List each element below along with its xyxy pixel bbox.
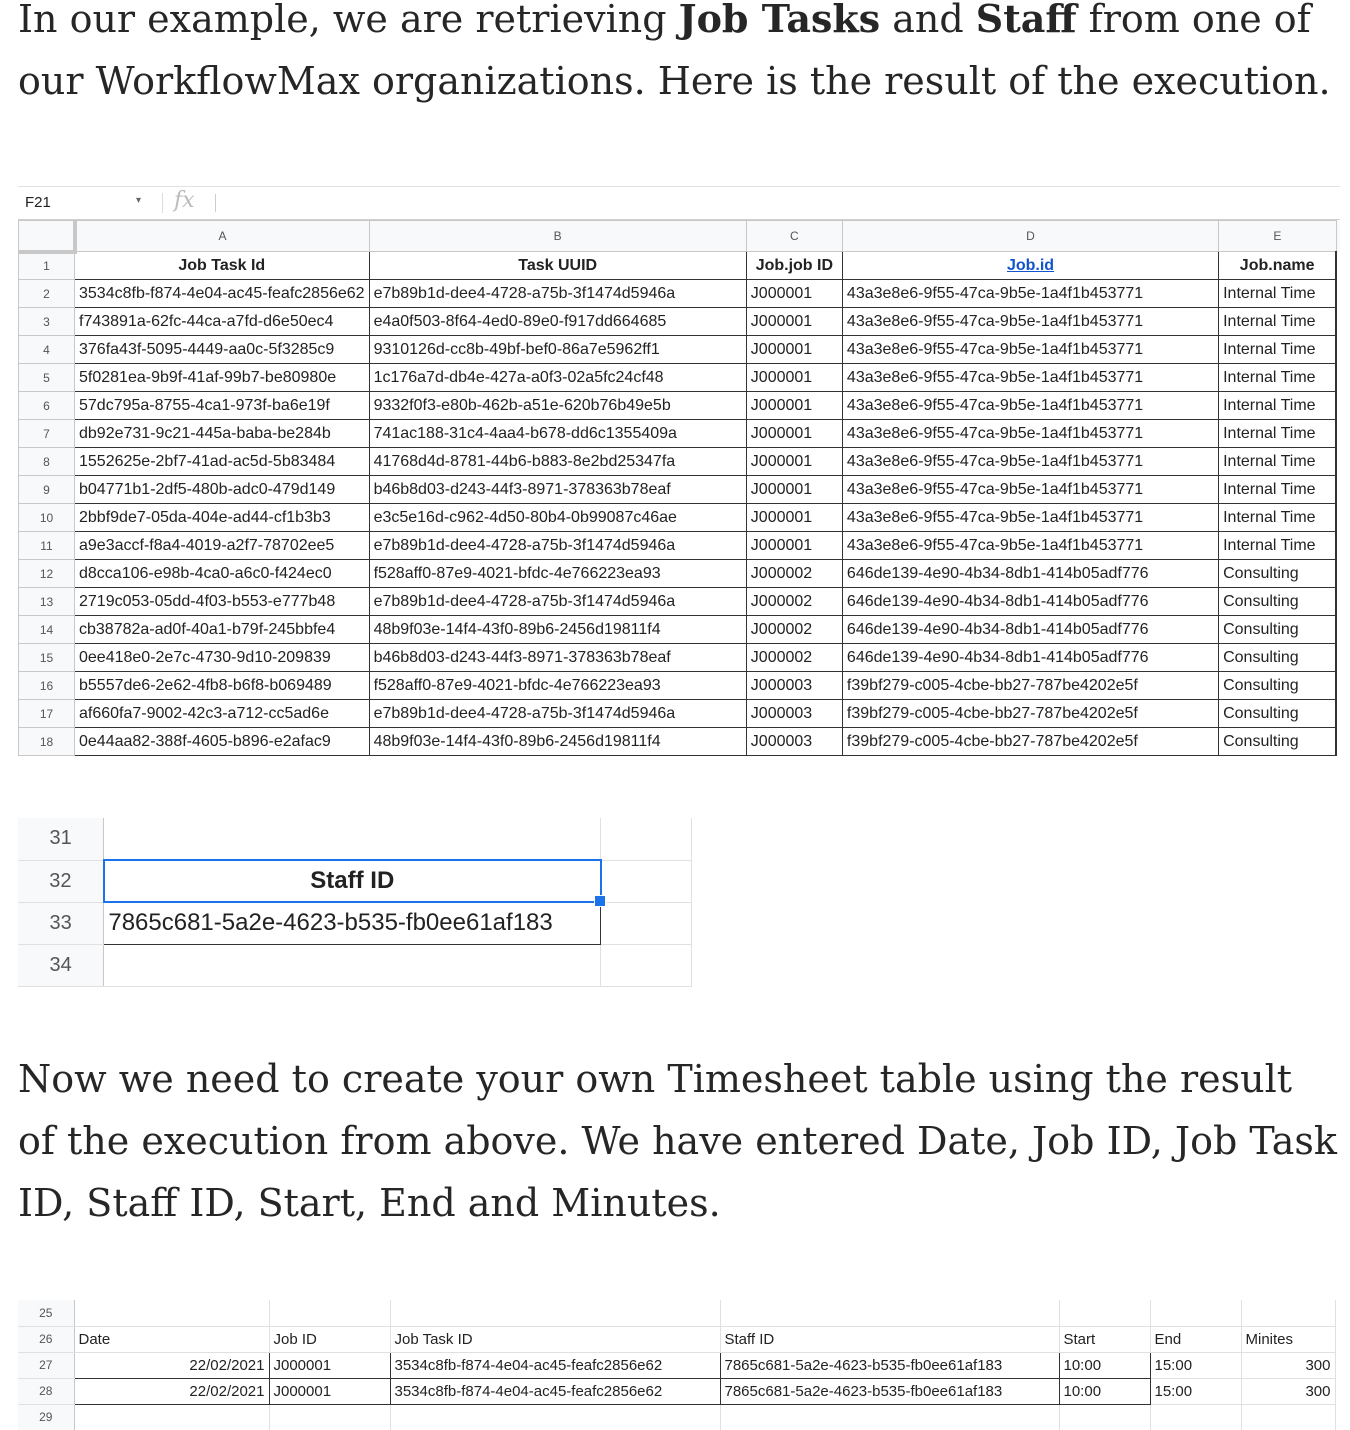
column-edge [1336,308,1340,336]
job-uuid-cell[interactable]: 43a3e8e6-9f55-47ca-9b5e-1a4f1b453771 [842,532,1218,560]
job-task-id-cell[interactable]: f743891a-62fc-44ca-a7fd-d6e50ec4 [75,308,370,336]
column-edge [1336,616,1340,644]
job-uuid-cell[interactable]: 646de139-4e90-4b34-8db1-414b05adf776 [842,616,1218,644]
column-header-e[interactable]: E [1219,221,1337,252]
job-code-cell[interactable]: J000002 [746,616,842,644]
table-row [18,1352,1335,1378]
job-tasks-spreadsheet [18,186,1340,778]
cell[interactable] [1150,1300,1241,1326]
row-number[interactable]: 5 [19,364,75,392]
job-code-cell[interactable]: J000002 [746,644,842,672]
cell[interactable] [601,944,692,986]
job-task-id-cell[interactable]: af660fa7-9002-42c3-a712-cc5ad6e [75,700,370,728]
row-number[interactable]: 31 [18,818,104,860]
table-row [19,280,1341,308]
cell[interactable] [269,1300,390,1326]
row-number[interactable]: 28 [18,1378,74,1404]
job-name-cell[interactable]: Internal Time [1219,364,1337,392]
column-edge [1336,280,1340,308]
row-number[interactable]: 12 [19,560,75,588]
intro-text-end: from one of our WorkflowMax organizations. Here is the result of the execution. [18,0,1331,103]
row-number[interactable]: 11 [19,532,75,560]
job-name-cell[interactable]: Internal Time [1219,392,1337,420]
column-edge [1336,336,1340,364]
start-cell[interactable]: 10:00 [1059,1378,1150,1404]
row-number[interactable]: 18 [19,728,75,756]
column-edge [1336,560,1340,588]
header-job-id-link[interactable]: Job.id [842,252,1218,280]
select-all-corner[interactable] [19,221,75,252]
job-uuid-cell[interactable]: 43a3e8e6-9f55-47ca-9b5e-1a4f1b453771 [842,392,1218,420]
staff-id-header: Staff ID [310,867,395,894]
job-task-id-cell[interactable]: 5f0281ea-9b9f-41af-99b7-be80980e [75,364,370,392]
table-row [18,902,692,944]
selected-cell-staff-id[interactable] [104,860,601,902]
row-number[interactable]: 25 [18,1300,74,1326]
job-task-id-cell[interactable]: 376fa43f-5095-4449-aa0c-5f3285c9 [75,336,370,364]
task-uuid-cell[interactable]: f528aff0-87e9-4021-bfdc-4e766223ea93 [369,560,746,588]
job-uuid-cell[interactable]: 43a3e8e6-9f55-47ca-9b5e-1a4f1b453771 [842,280,1218,308]
header-date[interactable]: Date [74,1326,269,1352]
job-code-cell[interactable]: J000001 [746,280,842,308]
staff-id-value[interactable]: 7865c681-5a2e-4623-b535-fb0ee61af183 [104,902,601,944]
table-row [18,944,692,986]
cell[interactable] [720,1300,1059,1326]
job-task-id-cell[interactable]: a9e3accf-f8a4-4019-a2f7-78702ee5 [75,532,370,560]
job-code-cell[interactable]: J000002 [746,588,842,616]
timesheet-header-row [18,1326,1335,1352]
cell[interactable] [104,818,601,860]
header-minutes[interactable]: Minites [1241,1326,1335,1352]
start-cell[interactable]: 10:00 [1059,1352,1150,1378]
staff-grid [18,818,692,987]
task-uuid-cell[interactable]: 9332f0f3-e80b-462b-a51e-620b76b49e5b [369,392,746,420]
task-uuid-cell[interactable]: e7b89b1d-dee4-4728-a75b-3f1474d5946a [369,588,746,616]
job-code-cell[interactable]: J000002 [746,560,842,588]
task-uuid-cell[interactable]: f528aff0-87e9-4021-bfdc-4e766223ea93 [369,672,746,700]
table-row [18,818,692,860]
job-name-cell[interactable]: Internal Time [1219,336,1337,364]
intro-bold-job-tasks: Job Tasks [678,0,881,41]
column-header-a[interactable]: A [75,221,370,252]
job-task-id-cell[interactable]: b04771b1-2df5-480b-adc0-479d149 [75,476,370,504]
row-number[interactable]: 34 [18,944,104,986]
row-number[interactable]: 27 [18,1352,74,1378]
job-task-id-cell[interactable]: cb38782a-ad0f-40a1-b79f-245bbfe4 [75,616,370,644]
job-name-cell[interactable]: Consulting [1219,672,1337,700]
table-row [19,504,1341,532]
table-row [18,1300,1335,1326]
cell[interactable] [1059,1404,1150,1430]
job-task-id-cell[interactable]: 3534c8fb-f874-4e04-ac45-feafc2856e62 [390,1378,720,1404]
row-number[interactable]: 32 [18,860,104,902]
job-uuid-cell[interactable]: 646de139-4e90-4b34-8db1-414b05adf776 [842,644,1218,672]
job-uuid-cell[interactable]: f39bf279-c005-4cbe-bb27-787be4202e5f [842,700,1218,728]
cell[interactable] [601,860,692,902]
job-name-cell[interactable]: Internal Time [1219,532,1337,560]
header-job-job-id[interactable]: Job.job ID [746,252,842,280]
row-number[interactable]: 7 [19,420,75,448]
job-name-cell[interactable]: Consulting [1219,700,1337,728]
cell[interactable] [601,902,692,944]
job-name-cell[interactable]: Consulting [1219,644,1337,672]
column-edge [1336,252,1340,280]
table-row [19,672,1341,700]
job-name-cell[interactable]: Consulting [1219,588,1337,616]
job-name-cell[interactable]: Consulting [1219,560,1337,588]
column-header-d[interactable]: D [842,221,1218,252]
job-task-id-cell[interactable]: db92e731-9c21-445a-baba-be284b [75,420,370,448]
column-edge [1336,700,1340,728]
job-uuid-cell[interactable]: 43a3e8e6-9f55-47ca-9b5e-1a4f1b453771 [842,448,1218,476]
column-edge [1336,448,1340,476]
table-row [19,616,1341,644]
cell[interactable] [1241,1404,1335,1430]
task-uuid-cell[interactable]: e7b89b1d-dee4-4728-a75b-3f1474d5946a [369,700,746,728]
row-number[interactable]: 6 [19,392,75,420]
intro-text-mid: and [880,0,976,41]
job-code-cell[interactable]: J000003 [746,672,842,700]
column-edge [1336,420,1340,448]
job-name-cell[interactable]: Internal Time [1219,420,1337,448]
fill-handle[interactable] [594,895,606,907]
table-row [19,728,1341,756]
table-row [18,860,692,902]
job-uuid-cell[interactable]: 43a3e8e6-9f55-47ca-9b5e-1a4f1b453771 [842,476,1218,504]
table-row [18,1378,1335,1404]
end-cell[interactable]: 15:00 [1150,1352,1241,1378]
row-number[interactable]: 29 [18,1404,74,1430]
column-edge [1336,392,1340,420]
job-task-id-cell[interactable]: 0ee418e0-2e7c-4730-9d10-209839 [75,644,370,672]
job-task-id-cell[interactable]: 2719c053-05dd-4f03-b553-e777b48 [75,588,370,616]
header-job-task-id[interactable]: Job Task ID [390,1326,720,1352]
job-uuid-cell[interactable]: 43a3e8e6-9f55-47ca-9b5e-1a4f1b453771 [842,308,1218,336]
job-code-cell[interactable]: J000001 [746,392,842,420]
job-name-cell[interactable]: Consulting [1219,728,1337,756]
header-end[interactable]: End [1150,1326,1241,1352]
task-uuid-cell[interactable]: 48b9f03e-14f4-43f0-89b6-2456d19811f4 [369,728,746,756]
column-edge [1336,504,1340,532]
formula-bar-divider [162,193,163,213]
staff-spreadsheet [18,818,692,1012]
header-staff-id[interactable]: Staff ID [720,1326,1059,1352]
job-code-cell[interactable]: J000001 [746,364,842,392]
table-row [19,308,1341,336]
formula-bar [18,186,1340,220]
row-number[interactable]: 3 [19,308,75,336]
cell[interactable] [104,944,601,986]
row-number[interactable]: 17 [19,700,75,728]
column-edge [1336,364,1340,392]
job-task-id-cell[interactable]: 0e44aa82-388f-4605-b896-e2afac9 [75,728,370,756]
job-name-cell[interactable]: Consulting [1219,616,1337,644]
column-header-row [19,221,1341,252]
task-uuid-cell[interactable]: e3c5e16d-c962-4d50-80b4-0b99087c46ae [369,504,746,532]
task-uuid-cell[interactable]: e4a0f503-8f64-4ed0-89e0-f917dd664685 [369,308,746,336]
cell[interactable] [74,1404,269,1430]
table-row [19,560,1341,588]
cell[interactable] [74,1300,269,1326]
task-uuid-cell[interactable]: e7b89b1d-dee4-4728-a75b-3f1474d5946a [369,280,746,308]
cell[interactable] [269,1404,390,1430]
staff-id-cell[interactable]: 7865c681-5a2e-4623-b535-fb0ee61af183 [720,1352,1059,1378]
intro-paragraph [18,0,1338,112]
column-edge [1336,221,1340,252]
minutes-cell[interactable]: 300 [1241,1352,1335,1378]
job-tasks-grid [18,220,1340,756]
task-uuid-cell[interactable]: e7b89b1d-dee4-4728-a75b-3f1474d5946a [369,532,746,560]
job-code-cell[interactable]: J000001 [746,504,842,532]
job-code-cell[interactable]: J000003 [746,728,842,756]
job-uuid-cell[interactable]: 43a3e8e6-9f55-47ca-9b5e-1a4f1b453771 [842,364,1218,392]
row-number[interactable]: 16 [19,672,75,700]
header-job-task-id[interactable]: Job Task Id [75,252,370,280]
table-row [19,644,1341,672]
cell[interactable] [601,818,692,860]
chevron-down-icon[interactable]: ▾ [136,195,142,206]
table-row [19,392,1341,420]
name-box[interactable]: F21 [25,194,51,211]
date-cell[interactable]: 22/02/2021 [74,1352,269,1378]
task-uuid-cell[interactable]: 1c176a7d-db4e-427a-a0f3-02a5fc24cf48 [369,364,746,392]
row-number[interactable]: 14 [19,616,75,644]
task-uuid-cell[interactable]: 41768d4d-8781-44b6-b883-8e2bd25347fa [369,448,746,476]
task-uuid-cell[interactable]: 9310126d-cc8b-49bf-bef0-86a7e5962ff1 [369,336,746,364]
timesheet-spreadsheet [18,1300,1336,1430]
header-task-uuid[interactable]: Task UUID [369,252,746,280]
header-row [19,252,1341,280]
job-code-cell[interactable]: J000001 [746,336,842,364]
column-edge [1336,476,1340,504]
table-row [19,420,1341,448]
column-edge [1336,644,1340,672]
table-row [19,336,1341,364]
table-row [19,476,1341,504]
job-task-id-cell[interactable]: 2bbf9de7-05da-404e-ad44-cf1b3b3 [75,504,370,532]
header-job-id[interactable]: Job ID [269,1326,390,1352]
timesheet-grid [18,1300,1336,1430]
job-name-cell[interactable]: Internal Time [1219,280,1337,308]
job-uuid-cell[interactable]: f39bf279-c005-4cbe-bb27-787be4202e5f [842,672,1218,700]
date-cell[interactable]: 22/02/2021 [74,1378,269,1404]
intro-text-start: In our example, we are retrieving [18,0,679,41]
row-number[interactable]: 33 [18,902,104,944]
column-edge [1336,532,1340,560]
job-name-cell[interactable]: Internal Time [1219,476,1337,504]
job-uuid-cell[interactable]: 43a3e8e6-9f55-47ca-9b5e-1a4f1b453771 [842,336,1218,364]
column-edge [1336,728,1340,756]
row-number[interactable]: 10 [19,504,75,532]
job-task-id-cell[interactable]: 3534c8fb-f874-4e04-ac45-feafc2856e62 [390,1352,720,1378]
header-job-name[interactable]: Job.name [1219,252,1337,280]
cell[interactable] [1150,1404,1241,1430]
table-row [18,1404,1335,1430]
fx-icon: fx [174,188,195,213]
task-uuid-cell[interactable]: b46b8d03-d243-44f3-8971-378363b78eaf [369,644,746,672]
job-uuid-cell[interactable]: 646de139-4e90-4b34-8db1-414b05adf776 [842,588,1218,616]
cell[interactable] [390,1404,720,1430]
job-task-id-cell[interactable]: 1552625e-2bf7-41ad-ac5d-5b83484 [75,448,370,476]
job-name-cell[interactable]: Internal Time [1219,448,1337,476]
column-edge [1336,588,1340,616]
row-number[interactable]: 15 [19,644,75,672]
job-code-cell[interactable]: J000001 [746,420,842,448]
job-code-cell[interactable]: J000001 [746,308,842,336]
table-row [19,588,1341,616]
cell[interactable] [1241,1300,1335,1326]
row-number[interactable]: 13 [19,588,75,616]
job-code-cell[interactable]: J000001 [746,448,842,476]
cell[interactable] [390,1300,720,1326]
row-number[interactable]: 1 [19,252,75,280]
staff-id-cell[interactable]: 7865c681-5a2e-4623-b535-fb0ee61af183 [720,1378,1059,1404]
job-uuid-cell[interactable]: 646de139-4e90-4b34-8db1-414b05adf776 [842,560,1218,588]
job-name-cell[interactable]: Internal Time [1219,504,1337,532]
job-code-cell[interactable]: J000003 [746,700,842,728]
minutes-cell[interactable]: 300 [1241,1378,1335,1404]
row-number[interactable]: 4 [19,336,75,364]
task-uuid-cell[interactable]: b46b8d03-d243-44f3-8971-378363b78eaf [369,476,746,504]
table-row [19,700,1341,728]
job-task-id-cell[interactable]: d8cca106-e98b-4ca0-a6c0-f424ec0 [75,560,370,588]
job-code-cell[interactable]: J000001 [746,476,842,504]
timesheet-paragraph: Now we need to create your own Timesheet table using the result of the execution from above. We have entered Date, Job ID, Job Task ID, Staff ID, Start, End and Minutes. [18,1057,1337,1225]
job-id-cell[interactable]: J000001 [269,1378,390,1404]
table-row [19,448,1341,476]
job-uuid-cell[interactable]: f39bf279-c005-4cbe-bb27-787be4202e5f [842,728,1218,756]
task-uuid-cell[interactable]: 741ac188-31c4-4aa4-b678-dd6c1355409a [369,420,746,448]
column-header-b[interactable]: B [369,221,746,252]
column-header-c[interactable]: C [746,221,842,252]
formula-input[interactable] [215,194,216,212]
row-number[interactable]: 8 [19,448,75,476]
job-code-cell[interactable]: J000001 [746,532,842,560]
job-task-id-cell[interactable]: 3534c8fb-f874-4e04-ac45-feafc2856e62 [75,280,370,308]
column-edge [1336,672,1340,700]
cell[interactable] [1059,1300,1150,1326]
cell[interactable] [720,1404,1059,1430]
job-task-id-cell[interactable]: 57dc795a-8755-4ca1-973f-ba6e19f [75,392,370,420]
task-uuid-cell[interactable]: 48b9f03e-14f4-43f0-89b6-2456d19811f4 [369,616,746,644]
row-number[interactable]: 9 [19,476,75,504]
table-row [19,364,1341,392]
end-cell[interactable]: 15:00 [1150,1378,1241,1404]
job-id-cell[interactable]: J000001 [269,1352,390,1378]
row-number[interactable]: 26 [18,1326,74,1352]
job-uuid-cell[interactable]: 43a3e8e6-9f55-47ca-9b5e-1a4f1b453771 [842,504,1218,532]
header-start[interactable]: Start [1059,1326,1150,1352]
intro-bold-staff: Staff [975,0,1077,41]
job-uuid-cell[interactable]: 43a3e8e6-9f55-47ca-9b5e-1a4f1b453771 [842,420,1218,448]
table-row [19,532,1341,560]
job-task-id-cell[interactable]: b5557de6-2e62-4fb8-b6f8-b069489 [75,672,370,700]
row-number[interactable]: 2 [19,280,75,308]
job-name-cell[interactable]: Internal Time [1219,308,1337,336]
